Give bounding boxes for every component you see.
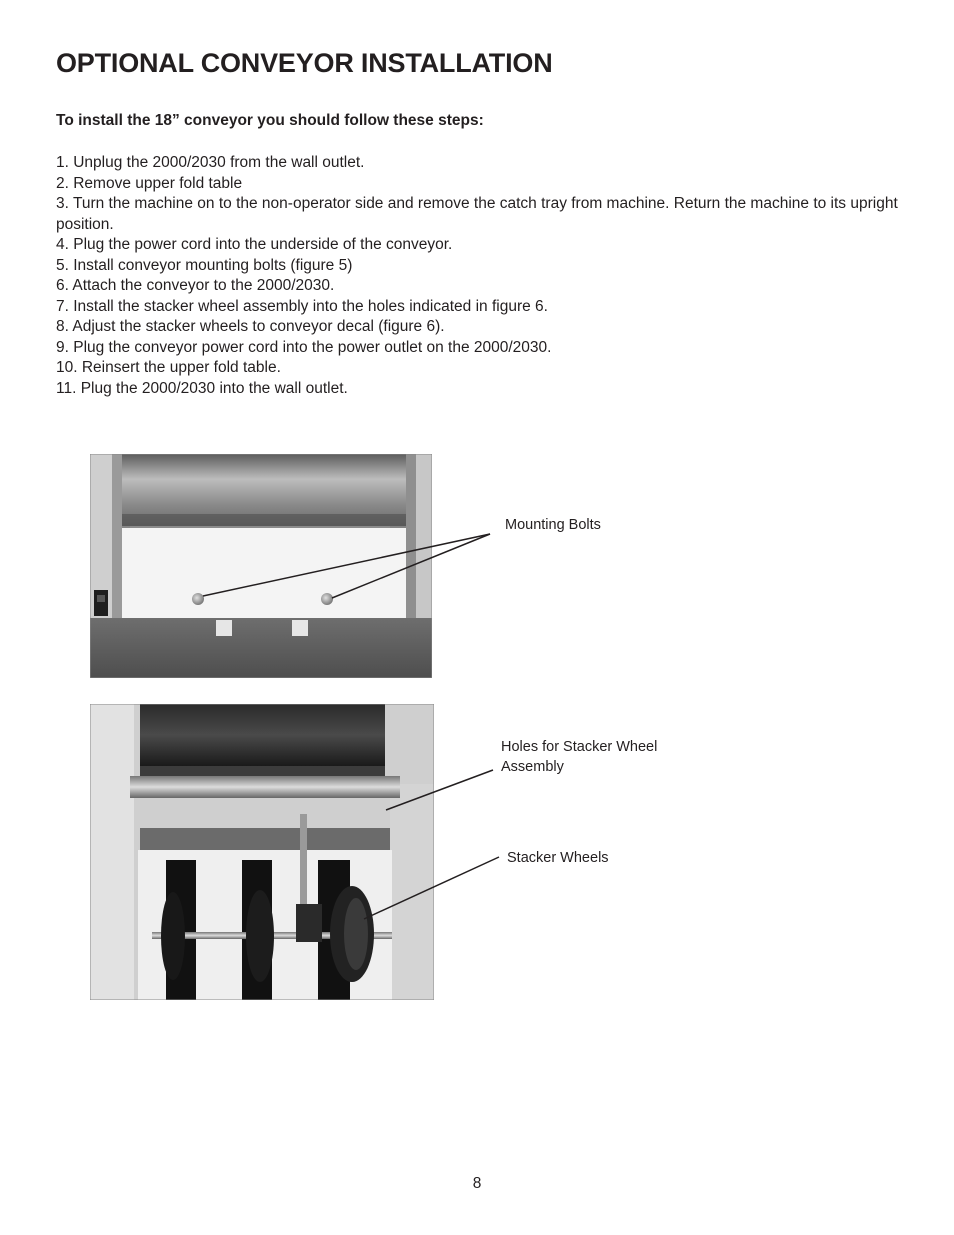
step-item: 1. Unplug the 2000/2030 from the wall outlet. <box>56 154 365 171</box>
step-item: 4. Plug the power cord into the underside of the conveyor. <box>56 236 453 253</box>
mounting-bolts-photo <box>90 454 432 678</box>
page-title: OPTIONAL CONVEYOR INSTALLATION <box>56 48 553 78</box>
step-item: 2. Remove upper fold table <box>56 174 243 192</box>
stacker-wheels-photo <box>90 704 434 1000</box>
intro-text: To install the 18” conveyor you should follow these steps: <box>56 112 484 129</box>
mounting-bolts-callout: Mounting Bolts <box>505 517 601 533</box>
stacker-wheels-callout: Stacker Wheels <box>507 850 609 866</box>
stacker-holes-callout: Holes for Stacker Wheel Assembly <box>501 739 658 775</box>
step-item: 11. Plug the 2000/2030 into the wall outlet. <box>56 379 348 397</box>
step-item: 10. Reinsert the upper fold table. <box>56 359 281 376</box>
step-item: 7. Install the stacker wheel assembly into the holes indicated in figure 6. <box>56 297 548 315</box>
step-item: 8. Adjust the stacker wheels to conveyor decal (figure 6). <box>56 318 445 335</box>
step-item: 9. Plug the conveyor power cord into the power outlet on the 2000/2030. <box>56 338 552 356</box>
step-item: 5. Install conveyor mounting bolts (figure 5) <box>56 256 353 274</box>
steps-list <box>56 153 906 399</box>
step-item: 6. Attach the conveyor to the 2000/2030. <box>56 277 335 294</box>
page-number: 8 <box>472 1175 482 1192</box>
step-item: 3. Turn the machine on to the non-operator side and remove the catch tray from machine. Return the machine to its upright position. <box>56 195 898 233</box>
